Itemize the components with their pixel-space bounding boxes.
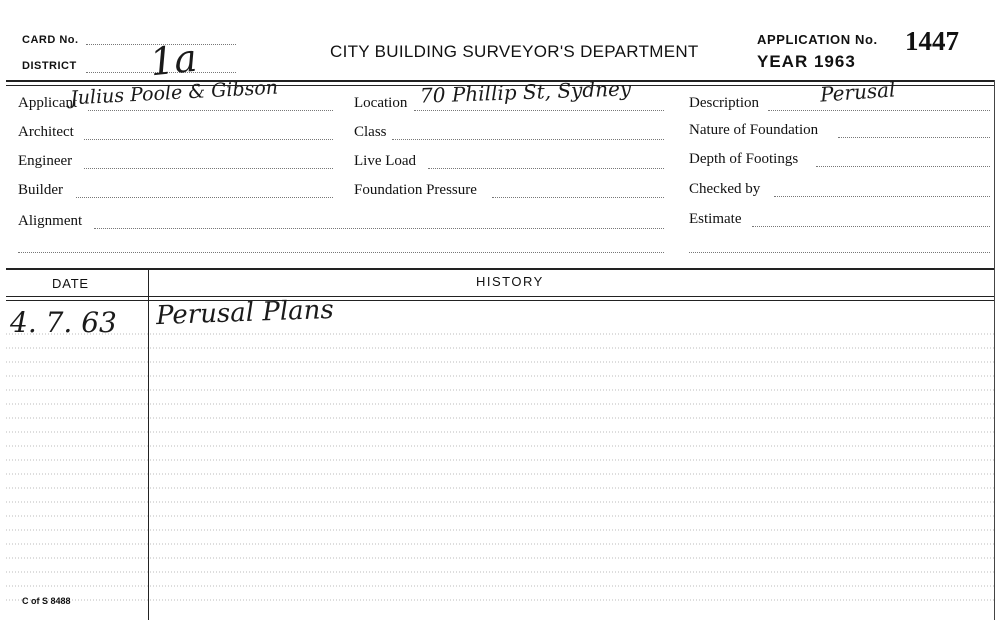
form-code: C of S 8488: [22, 596, 71, 606]
class-label: Class: [354, 124, 387, 140]
department-title: CITY BUILDING SURVEYOR'S DEPARTMENT: [330, 42, 699, 61]
live-load-label: Live Load: [354, 153, 417, 169]
applicant-label: Applicant: [18, 95, 78, 111]
estimate-label: Estimate: [689, 211, 742, 227]
description-value: Perusal: [819, 77, 897, 107]
card-no-label: CARD No.: [22, 34, 79, 46]
description-label: Description: [689, 95, 759, 111]
applicant-value: Julius Poole & Gibson: [69, 76, 279, 110]
date-column-header: DATE: [52, 276, 89, 291]
application-no-value: 1447: [905, 26, 959, 56]
application-no-label: APPLICATION No.: [757, 32, 878, 47]
year-label: YEAR 1963: [757, 52, 856, 71]
builder-label: Builder: [18, 182, 63, 198]
alignment-label: Alignment: [18, 213, 83, 229]
history-column-header: HISTORY: [476, 274, 544, 289]
depth-of-footings-label: Depth of Footings: [689, 151, 799, 167]
location-value: 70 Phillip St, Sydney: [419, 76, 632, 108]
checked-by-label: Checked by: [689, 181, 761, 197]
district-label: DISTRICT: [22, 60, 77, 72]
architect-label: Architect: [18, 124, 74, 140]
foundation-pressure-label: Foundation Pressure: [354, 182, 477, 198]
nature-of-foundation-label: Nature of Foundation: [689, 122, 819, 138]
location-label: Location: [354, 95, 408, 111]
history-entry-date: 4. 7. 63: [10, 306, 117, 339]
history-entry-text: Perusal Plans: [155, 294, 335, 332]
right-edge: [994, 80, 995, 620]
card-no-value: 1a: [147, 35, 200, 85]
engineer-label: Engineer: [18, 153, 73, 169]
